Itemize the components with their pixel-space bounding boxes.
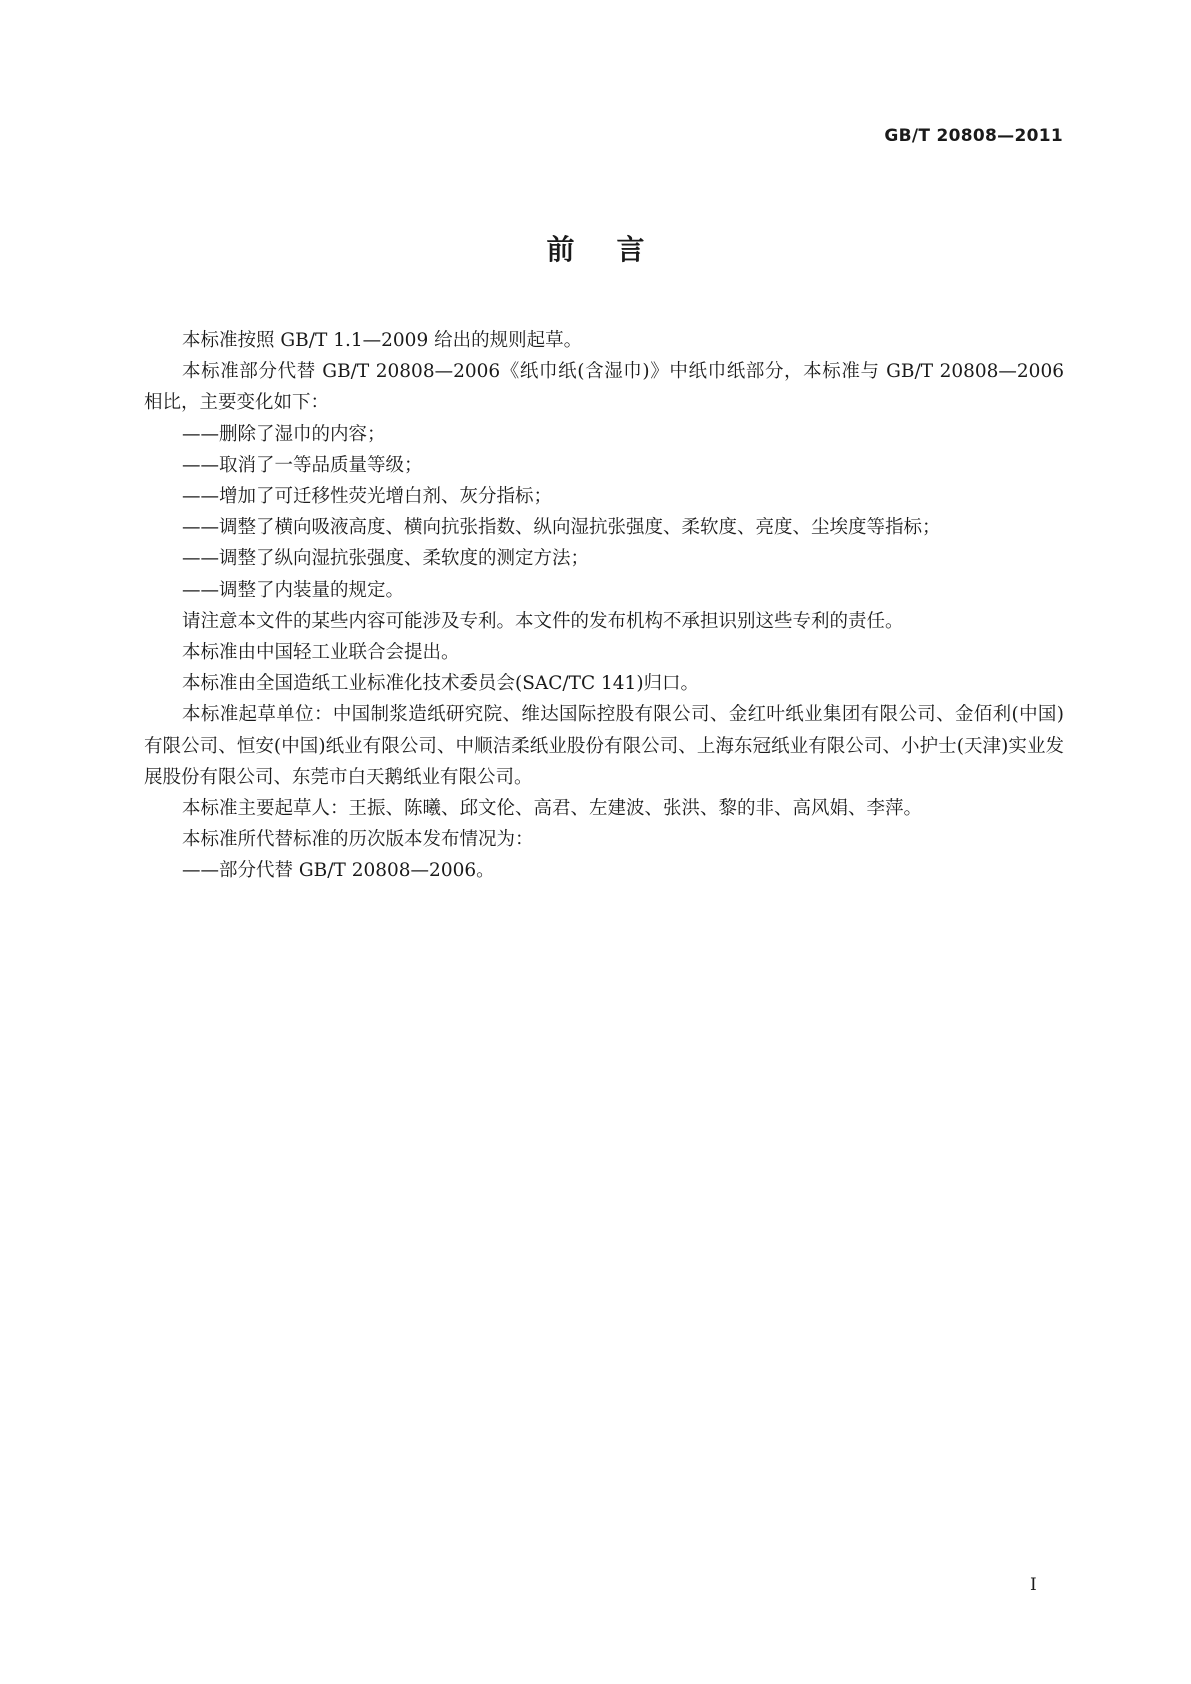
page-number: I — [1030, 1575, 1037, 1595]
paragraph-drafters: 本标准主要起草人：王振、陈曦、邱文伦、高君、左建波、张洪、黎的非、高风娟、李萍。 — [182, 798, 923, 820]
change-item: ——增加了可迁移性荧光增白剂、灰分指标； — [182, 486, 553, 508]
paragraph-committee: 本标准由全国造纸工业标准化技术委员会(SAC/TC 141)归口。 — [182, 673, 700, 695]
change-item: ——调整了纵向湿抗张强度、柔软度的测定方法； — [182, 548, 590, 570]
paragraph-patent-notice: 请注意本文件的某些内容可能涉及专利。本文件的发布机构不承担识别这些专利的责任。 — [182, 610, 904, 632]
paragraph-replacement: 本标准部分代替 GB/T 20808—2006《纸巾纸(含湿巾)》中纸巾纸部分，本标准与 GB/T 20808—2006 相比，主要变化如下： — [144, 361, 1064, 414]
standard-code: GB/T 20808—2011 — [884, 126, 1063, 146]
page-title: 前言 — [546, 233, 687, 266]
change-item: ——调整了内装量的规定。 — [182, 579, 405, 601]
paragraph-drafting-units: 本标准起草单位：中国制浆造纸研究院、维达国际控股有限公司、金红叶纸业集团有限公司、金佰利(中国)有限公司、恒安(中国)纸业有限公司、中顺洁柔纸业股份有限公司、上海东冠纸业有限公司、小护士(天津)实业发展股份有限公司、东莞市白天鹅纸业有限公司。 — [144, 704, 1064, 788]
paragraph-proposer: 本标准由中国轻工业联合会提出。 — [182, 642, 460, 664]
change-item: ——取消了一等品质量等级； — [182, 454, 423, 476]
paragraph-version-history: 本标准所代替标准的历次版本发布情况为： — [182, 829, 534, 851]
change-item: ——调整了横向吸液高度、横向抗张指数、纵向湿抗张强度、柔软度、亮度、尘埃度等指标； — [182, 517, 941, 539]
version-history-item: ——部分代替 GB/T 20808—2006。 — [182, 860, 495, 882]
change-item: ——删除了湿巾的内容； — [182, 423, 386, 445]
foreword-body — [144, 325, 1064, 887]
paragraph-drafting-rules: 本标准按照 GB/T 1.1—2009 给出的规则起草。 — [182, 330, 583, 351]
